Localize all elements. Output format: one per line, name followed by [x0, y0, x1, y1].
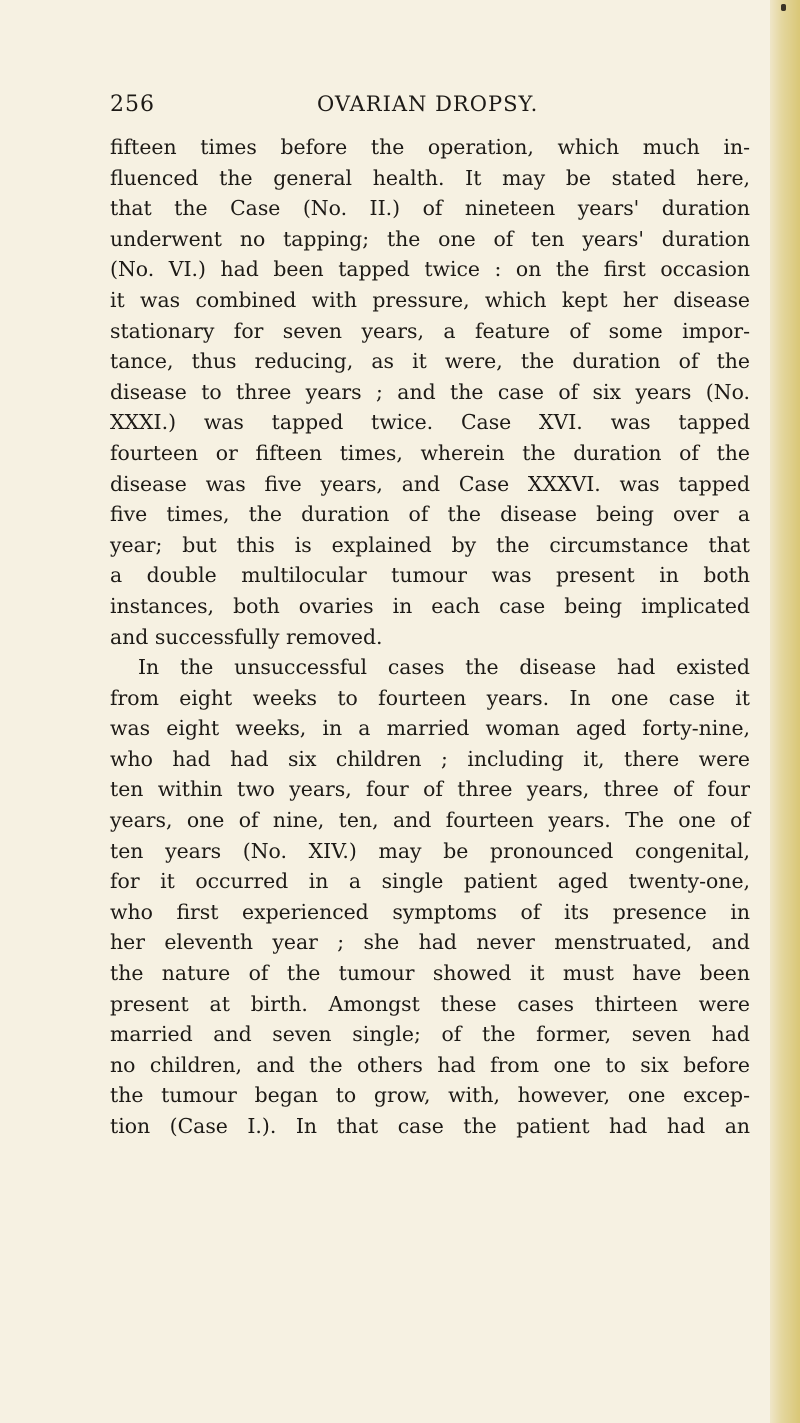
text-line: no children, and the others had from one to six before: [110, 1052, 750, 1077]
page-edge-shading: [770, 0, 800, 1423]
text-line: (No. VI.) had been tapped twice : on the first occasion: [110, 257, 750, 282]
text-line: present at birth. Amongst these cases thirteen were: [110, 991, 750, 1016]
text-line: ten years (No. XIV.) may be pronounced congenital,: [110, 838, 750, 863]
text-line: ten within two years, four of three years, three of four: [110, 777, 750, 802]
text-line: year; but this is explained by the circumstance that: [110, 532, 750, 557]
text-line: fourteen or fifteen times, wherein the duration of the: [110, 440, 750, 465]
text-line: from eight weeks to fourteen years. In one case it: [110, 685, 750, 710]
text-line: tion (Case I.). In that case the patient had had an: [110, 1114, 750, 1138]
text-line: who had had six children ; including it, there were: [110, 746, 750, 771]
text-line: fifteen times before the operation, which much in-: [110, 135, 750, 159]
paragraph-first-line: In the unsuccessful cases the disease had existed: [138, 655, 750, 680]
running-head: OVARIAN DROPSY.: [317, 92, 539, 116]
ink-mark: [781, 4, 786, 11]
text-line: it was combined with pressure, which kept her disease: [110, 287, 750, 312]
text-line: who first experienced symptoms of its presence in: [110, 899, 750, 924]
paragraph-end-line: and successfully removed.: [110, 624, 383, 649]
text-line: disease was five years, and Case XXXVI. was tapped: [110, 471, 750, 496]
text-line: years, one of nine, ten, and fourteen years. The one of: [110, 808, 750, 833]
page-header: [110, 92, 750, 122]
text-line: married and seven single; of the former, seven had: [110, 1022, 750, 1047]
text-line: for it occurred in a single patient aged twenty-one,: [110, 869, 750, 894]
text-line: disease to three years ; and the case of six years (No.: [110, 379, 750, 404]
text-line: underwent no tapping; the one of ten years' duration: [110, 226, 750, 251]
text-line: was eight weeks, in a married woman aged forty-nine,: [110, 716, 750, 741]
text-line: instances, both ovaries in each case being implicated: [110, 593, 750, 618]
text-line: fluenced the general health. It may be stated here,: [110, 165, 750, 190]
page-number: 256: [110, 92, 155, 117]
text-line: a double multilocular tumour was present in both: [110, 563, 750, 588]
text-line: her eleventh year ; she had never menstruated, and: [110, 930, 750, 955]
text-line: tance, thus reducing, as it were, the duration of the: [110, 349, 750, 374]
text-line: five times, the duration of the disease being over a: [110, 502, 750, 527]
text-line: the tumour began to grow, with, however, one excep-: [110, 1083, 750, 1108]
text-line: the nature of the tumour showed it must have been: [110, 961, 750, 986]
body-text: [110, 132, 750, 1142]
text-line: XXXI.) was tapped twice. Case XVI. was tapped: [110, 410, 750, 435]
text-line: stationary for seven years, a feature of some impor-: [110, 318, 750, 343]
text-line: that the Case (No. II.) of nineteen years' duration: [110, 196, 750, 221]
